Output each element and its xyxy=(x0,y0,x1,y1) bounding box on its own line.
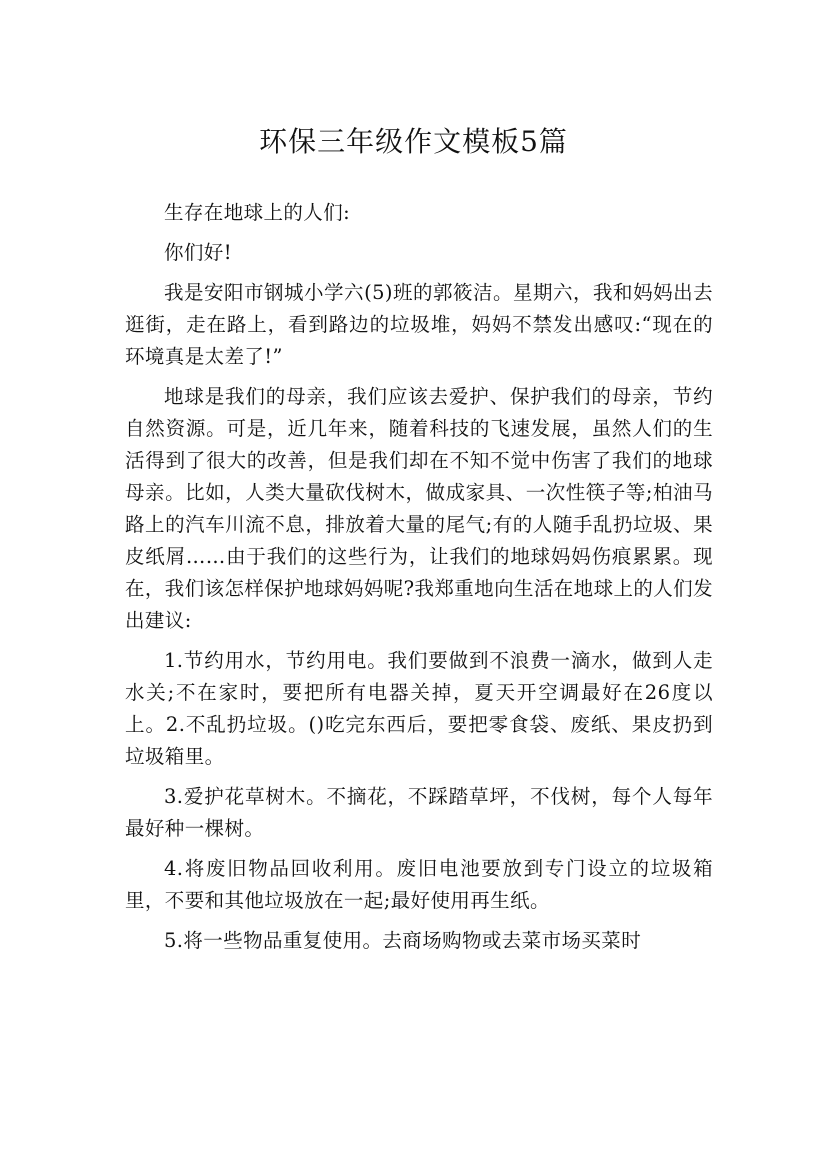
paragraph-introduction: 我是安阳市钢城小学六(5)班的郭筱洁。星期六，我和妈妈出去逛街，走在路上，看到路边的垃圾堆，妈妈不禁发出感叹:“现在的环境真是太差了!” xyxy=(125,281,713,368)
paragraph-suggestion-5: 5.将一些物品重复使用。去商场购物或去菜市场买菜时 xyxy=(164,929,642,952)
paragraph-earth-mother: 地球是我们的母亲，我们应该去爱护、保护我们的母亲，节约自然资源。可是，近几年来，随着科技的飞速发展，虽然人们的生活得到了很大的改善，但是我们却在不知不觉中伤害了我们的地球母亲。比如，人类大量砍伐树木，做成家具、一次性筷子等;柏油马路上的汽车川流不息，排放着大量的尾气;有的人随手乱扔垃圾、果皮纸屑……由于我们的这些行为，让我们的地球妈妈伤痕累累。现在，我们该怎样保护地球妈妈呢?我郑重地向生活在地球上的人们发出建议: xyxy=(125,385,713,632)
paragraph-suggestion-1-2: 1.节约用水，节约用电。我们要做到不浪费一滴水，做到人走水关;不在家时，要把所有电器关掉，夏天开空调最好在26度以上。2.不乱扔垃圾。()吃完东西后，要把零食袋、废纸、果皮扔到垃圾箱里。 xyxy=(125,649,713,768)
document-title: 环保三年级作文模板5篇 xyxy=(259,124,568,158)
document-body xyxy=(125,197,713,965)
paragraph-greeting-address: 生存在地球上的人们: xyxy=(164,201,351,224)
paragraph-suggestion-4: 4.将废旧物品回收利用。废旧电池要放到专门设立的垃圾箱里，不要和其他垃圾放在一起;最好使用再生纸。 xyxy=(125,857,713,912)
paragraph-suggestion-3: 3.爱护花草树木。不摘花，不踩踏草坪，不伐树，每个人每年最好种一棵树。 xyxy=(125,785,713,840)
paragraph-greeting: 你们好! xyxy=(164,241,232,264)
